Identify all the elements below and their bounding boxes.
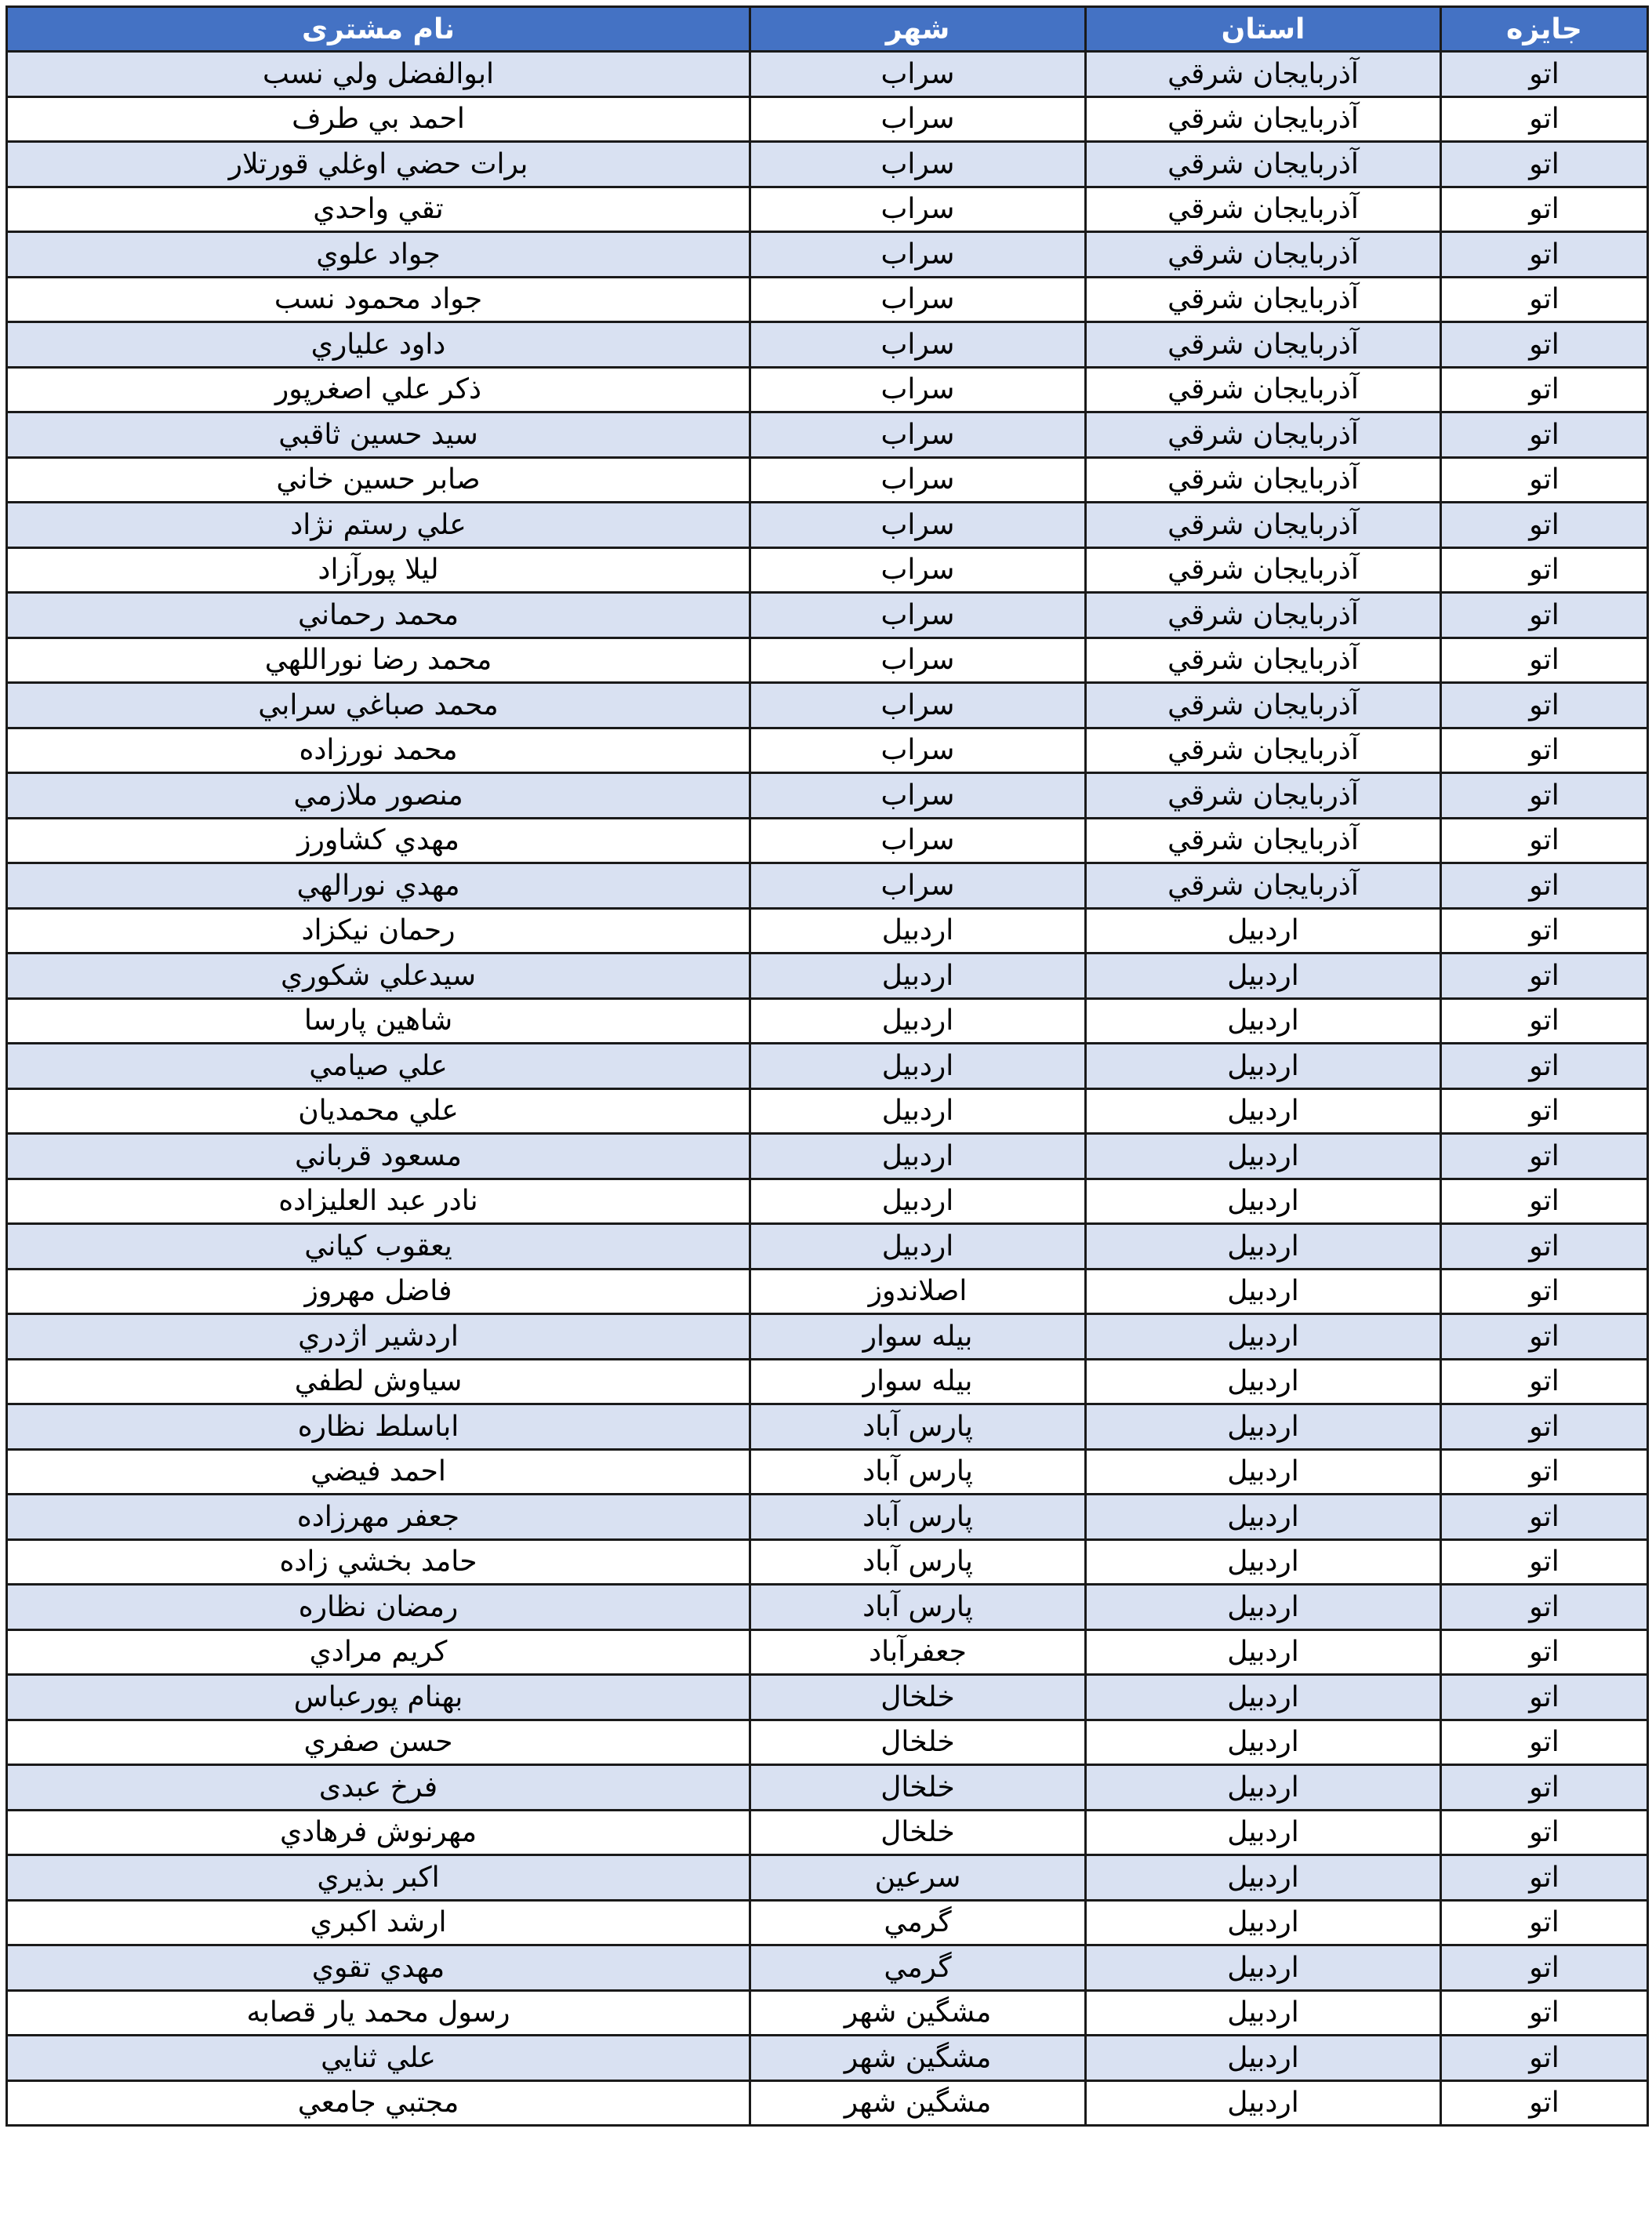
cell-customer-name: احمد فيضي [7,1449,750,1495]
cell-customer-name: فرخ عبدی [7,1765,750,1811]
cell-province: اردبيل [1086,998,1441,1044]
cell-province: اردبيل [1086,1585,1441,1630]
cell-prize: اتو [1441,1179,1648,1224]
cell-province: آذربايجان شرقي [1086,277,1441,322]
table-row [7,1359,1648,1404]
cell-prize: اتو [1441,1134,1648,1179]
table-row [7,457,1648,503]
table-row [7,1404,1648,1450]
cell-customer-name: ارشد اكبري [7,1900,750,1945]
table-row [7,1539,1648,1585]
cell-customer-name: محمد نورزاده [7,728,750,773]
cell-city: اردبيل [750,1134,1086,1179]
cell-province: اردبيل [1086,1945,1441,1991]
cell-customer-name: احمد بي طرف [7,96,750,142]
cell-prize: اتو [1441,1720,1648,1765]
cell-province: اردبيل [1086,1314,1441,1360]
cell-city: جعفرآباد [750,1629,1086,1675]
cell-province: آذربايجان شرقي [1086,322,1441,368]
cell-prize: اتو [1441,863,1648,909]
cell-city: خلخال [750,1720,1086,1765]
cell-prize: اتو [1441,683,1648,728]
cell-city: سراب [750,547,1086,593]
cell-prize: اتو [1441,1449,1648,1495]
cell-city: اردبيل [750,1044,1086,1089]
table-row [7,773,1648,819]
cell-customer-name: حسن صفري [7,1720,750,1765]
cell-customer-name: ذكر علي اصغرپور [7,367,750,412]
cell-customer-name: علي محمديان [7,1088,750,1134]
cell-city: سراب [750,232,1086,278]
cell-province: آذربايجان شرقي [1086,863,1441,909]
table-row [7,187,1648,232]
cell-customer-name: مسعود قرباني [7,1134,750,1179]
table-row [7,2036,1648,2081]
cell-customer-name: مهدي كشاورز [7,818,750,863]
cell-prize: اتو [1441,322,1648,368]
cell-prize: اتو [1441,1495,1648,1540]
table-row [7,232,1648,278]
table-row [7,1585,1648,1630]
cell-prize: اتو [1441,277,1648,322]
cell-customer-name: يعقوب كياني [7,1224,750,1270]
cell-province: اردبيل [1086,1179,1441,1224]
cell-province: اردبيل [1086,1765,1441,1811]
table-row [7,52,1648,97]
cell-prize: اتو [1441,1810,1648,1855]
cell-prize: اتو [1441,908,1648,954]
cell-customer-name: منصور ملازمي [7,773,750,819]
cell-prize: اتو [1441,998,1648,1044]
cell-customer-name: فاضل مهروز [7,1269,750,1314]
table-row [7,593,1648,638]
cell-prize: اتو [1441,96,1648,142]
cell-customer-name: محمد صباغي سرابي [7,683,750,728]
table-row [7,863,1648,909]
cell-prize: اتو [1441,457,1648,503]
cell-city: اردبيل [750,908,1086,954]
cell-customer-name: رسول محمد يار قصابه [7,1990,750,2036]
cell-prize: اتو [1441,1900,1648,1945]
cell-city: مشگين شهر [750,2036,1086,2081]
table-row [7,1629,1648,1675]
cell-prize: اتو [1441,1945,1648,1991]
cell-prize: اتو [1441,503,1648,548]
winners-table [5,5,1649,2127]
cell-province: آذربايجان شرقي [1086,638,1441,683]
cell-province: آذربايجان شرقي [1086,818,1441,863]
cell-city: سراب [750,457,1086,503]
cell-prize: اتو [1441,1044,1648,1089]
cell-customer-name: تقي واحدي [7,187,750,232]
table-row [7,322,1648,368]
cell-customer-name: جواد علوي [7,232,750,278]
cell-city: اردبيل [750,998,1086,1044]
cell-prize: اتو [1441,728,1648,773]
table-row [7,1720,1648,1765]
cell-customer-name: رمضان نظاره [7,1585,750,1630]
cell-customer-name: شاهين پارسا [7,998,750,1044]
cell-customer-name: سياوش لطفي [7,1359,750,1404]
cell-city: اردبيل [750,1088,1086,1134]
table-row [7,1810,1648,1855]
table-row [7,1269,1648,1314]
table-row [7,1044,1648,1089]
cell-prize: اتو [1441,2036,1648,2081]
cell-city: سراب [750,96,1086,142]
cell-prize: اتو [1441,232,1648,278]
table-row [7,908,1648,954]
table-row [7,2080,1648,2126]
cell-city: سراب [750,367,1086,412]
cell-province: اردبيل [1086,1404,1441,1450]
cell-prize: اتو [1441,1224,1648,1270]
cell-city: اردبيل [750,1179,1086,1224]
cell-city: سراب [750,863,1086,909]
table-row [7,1675,1648,1720]
cell-city: سراب [750,773,1086,819]
cell-prize: اتو [1441,412,1648,458]
header-row [7,7,1648,52]
cell-city: سراب [750,593,1086,638]
cell-city: سراب [750,52,1086,97]
cell-customer-name: اردشير اژدري [7,1314,750,1360]
table-row [7,503,1648,548]
cell-city: سراب [750,412,1086,458]
cell-customer-name: مهدي تقوي [7,1945,750,1991]
table-row [7,818,1648,863]
cell-province: اردبيل [1086,1269,1441,1314]
cell-prize: اتو [1441,1855,1648,1901]
cell-customer-name: سيد حسين ثاقبي [7,412,750,458]
cell-prize: اتو [1441,1269,1648,1314]
cell-province: اردبيل [1086,1539,1441,1585]
cell-province: اردبيل [1086,1990,1441,2036]
cell-prize: اتو [1441,142,1648,187]
cell-province: اردبيل [1086,1900,1441,1945]
cell-province: آذربايجان شرقي [1086,232,1441,278]
cell-province: آذربايجان شرقي [1086,52,1441,97]
cell-city: پارس آباد [750,1404,1086,1450]
cell-customer-name: علي ثنايي [7,2036,750,2081]
header-city: شهر [750,7,1086,52]
table-row [7,1765,1648,1811]
cell-city: اردبيل [750,954,1086,999]
cell-province: آذربايجان شرقي [1086,96,1441,142]
cell-province: آذربايجان شرقي [1086,457,1441,503]
cell-province: آذربايجان شرقي [1086,187,1441,232]
cell-province: اردبيل [1086,1134,1441,1179]
cell-customer-name: مهرنوش فرهادي [7,1810,750,1855]
table-row [7,1314,1648,1360]
cell-prize: اتو [1441,1359,1648,1404]
cell-city: سراب [750,638,1086,683]
cell-prize: اتو [1441,773,1648,819]
cell-city: اصلاندوز [750,1269,1086,1314]
cell-prize: اتو [1441,1585,1648,1630]
cell-prize: اتو [1441,1990,1648,2036]
table-row [7,367,1648,412]
table-row [7,954,1648,999]
cell-prize: اتو [1441,593,1648,638]
cell-province: اردبيل [1086,1359,1441,1404]
cell-city: سراب [750,503,1086,548]
cell-city: خلخال [750,1810,1086,1855]
cell-city: گرمي [750,1945,1086,1991]
cell-prize: اتو [1441,638,1648,683]
cell-customer-name: بهنام پورعباس [7,1675,750,1720]
table-row [7,683,1648,728]
table-row [7,1088,1648,1134]
cell-prize: اتو [1441,1675,1648,1720]
cell-customer-name: كريم مرادي [7,1629,750,1675]
header-customer-name: نام مشتری [7,7,750,52]
cell-prize: اتو [1441,52,1648,97]
table-row [7,1224,1648,1270]
table-row [7,1990,1648,2036]
cell-customer-name: محمد رضا نوراللهي [7,638,750,683]
cell-customer-name: ابوالفضل ولي نسب [7,52,750,97]
cell-city: مشگين شهر [750,1990,1086,2036]
table-row [7,547,1648,593]
cell-customer-name: جواد محمود نسب [7,277,750,322]
cell-prize: اتو [1441,1539,1648,1585]
cell-city: پارس آباد [750,1449,1086,1495]
table-row [7,412,1648,458]
cell-province: آذربايجان شرقي [1086,683,1441,728]
cell-prize: اتو [1441,954,1648,999]
table-body [7,52,1648,2126]
cell-province: آذربايجان شرقي [1086,412,1441,458]
cell-customer-name: اباسلط نظاره [7,1404,750,1450]
cell-province: اردبيل [1086,1675,1441,1720]
cell-province: آذربايجان شرقي [1086,503,1441,548]
cell-province: اردبيل [1086,1855,1441,1901]
table-row [7,1495,1648,1540]
cell-customer-name: برات حضي اوغلي قورتلار [7,142,750,187]
cell-city: خلخال [750,1765,1086,1811]
cell-province: اردبيل [1086,1088,1441,1134]
cell-prize: اتو [1441,187,1648,232]
header-prize: جایزه [1441,7,1648,52]
cell-customer-name: اكبر بذيري [7,1855,750,1901]
cell-province: آذربايجان شرقي [1086,593,1441,638]
cell-province: آذربايجان شرقي [1086,547,1441,593]
cell-city: سراب [750,683,1086,728]
cell-customer-name: مهدي نورالهي [7,863,750,909]
cell-city: اردبيل [750,1224,1086,1270]
cell-province: آذربايجان شرقي [1086,773,1441,819]
winners-sheet [5,5,1647,2127]
cell-customer-name: علي رستم نژاد [7,503,750,548]
cell-prize: اتو [1441,2080,1648,2126]
cell-customer-name: محمد رحماني [7,593,750,638]
cell-prize: اتو [1441,367,1648,412]
cell-city: سراب [750,277,1086,322]
cell-customer-name: ليلا پورآزاد [7,547,750,593]
cell-prize: اتو [1441,1404,1648,1450]
cell-city: خلخال [750,1675,1086,1720]
cell-prize: اتو [1441,1314,1648,1360]
cell-city: سراب [750,818,1086,863]
cell-city: سراب [750,322,1086,368]
cell-city: سراب [750,187,1086,232]
cell-city: پارس آباد [750,1539,1086,1585]
cell-prize: اتو [1441,818,1648,863]
cell-city: سراب [750,728,1086,773]
cell-customer-name: رحمان نيكزاد [7,908,750,954]
cell-prize: اتو [1441,1088,1648,1134]
cell-customer-name: جعفر مهرزاده [7,1495,750,1540]
table-row [7,1855,1648,1901]
cell-prize: اتو [1441,1629,1648,1675]
header-province: استان [1086,7,1441,52]
cell-province: اردبيل [1086,1720,1441,1765]
cell-prize: اتو [1441,547,1648,593]
cell-city: سراب [750,142,1086,187]
table-row [7,1900,1648,1945]
cell-province: اردبيل [1086,2036,1441,2081]
cell-province: اردبيل [1086,1629,1441,1675]
cell-customer-name: صابر حسين خاني [7,457,750,503]
cell-prize: اتو [1441,1765,1648,1811]
cell-city: پارس آباد [750,1585,1086,1630]
cell-province: اردبيل [1086,1810,1441,1855]
cell-province: اردبيل [1086,954,1441,999]
cell-customer-name: مجتبي جامعي [7,2080,750,2126]
cell-province: اردبيل [1086,1495,1441,1540]
cell-province: اردبيل [1086,2080,1441,2126]
cell-province: اردبيل [1086,1449,1441,1495]
cell-city: گرمي [750,1900,1086,1945]
cell-province: اردبيل [1086,908,1441,954]
table-row [7,1134,1648,1179]
cell-province: آذربايجان شرقي [1086,728,1441,773]
cell-city: سرعين [750,1855,1086,1901]
table-row [7,728,1648,773]
cell-customer-name: نادر عبد العليزاده [7,1179,750,1224]
table-row [7,998,1648,1044]
table-row [7,142,1648,187]
cell-city: بيله سوار [750,1314,1086,1360]
table-row [7,1179,1648,1224]
cell-customer-name: علي صيامي [7,1044,750,1089]
cell-city: مشگين شهر [750,2080,1086,2126]
cell-province: اردبيل [1086,1044,1441,1089]
table-row [7,638,1648,683]
table-row [7,1945,1648,1991]
cell-customer-name: داود علياري [7,322,750,368]
cell-customer-name: حامد بخشي زاده [7,1539,750,1585]
cell-city: پارس آباد [750,1495,1086,1540]
cell-city: بيله سوار [750,1359,1086,1404]
table-row [7,1449,1648,1495]
cell-province: اردبيل [1086,1224,1441,1270]
cell-province: آذربايجان شرقي [1086,142,1441,187]
table-row [7,277,1648,322]
cell-customer-name: سيدعلي شكوري [7,954,750,999]
cell-province: آذربايجان شرقي [1086,367,1441,412]
table-row [7,96,1648,142]
